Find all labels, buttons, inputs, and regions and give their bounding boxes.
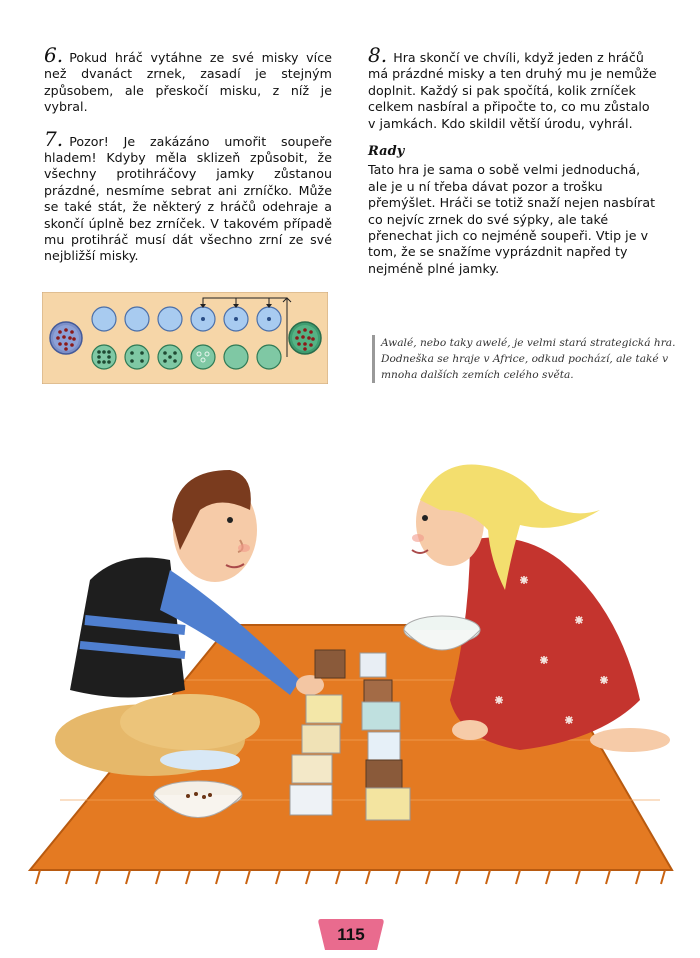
children-playing-illustration — [0, 440, 700, 910]
right-column — [368, 43, 658, 277]
right-granary — [289, 322, 321, 354]
page-number: 115 — [337, 925, 365, 944]
tips-heading: Rady — [368, 144, 405, 160]
rule-number: 8. — [368, 43, 388, 67]
awale-caption: Awalé, nebo taky awelé, je velmi stará strategická hra. Dodneška se hraje v Africe, odkud pochází, ale také v mnoha dalších zemích celého světa. — [372, 335, 691, 383]
rule-number: 6. — [44, 43, 64, 67]
tips-text: Tato hra je sama o sobě velmi jednoduchá, ale je u ní třeba dávat pozor a trošku přemýšlet. Hráči se totiž snaží nejen nasbírat co nejvíc zrnek do své sýpky, ale také přenechat jich co nejméně soupeři. Vtip je v tom, že se snažíme vyprázdnit napřed ty nejméně plné jamky. — [368, 162, 656, 276]
rule-number: 7. — [44, 126, 64, 151]
board-background — [42, 292, 328, 384]
rule-7 — [44, 126, 332, 265]
left-granary — [50, 322, 82, 354]
rule-text: Pozor! Je zakázáno umořit soupeře hladem! Kdyby měla sklizeň způsobit, že všechny protihráčovy jamky zůstanou prázdné, nesmíme sebrat ani zrníčko. Může se také stát, že některý z hráčů odehraje a skončí úplně bez zrníček. V takovém případě mu protihráč musí dát všechno zrní ze své nejbližší misky. — [44, 133, 332, 264]
left-column — [44, 43, 332, 281]
rule-text: Hra skončí ve chvíli, když jeden z hráčů má prázdné misky a ten druhý mu je nemůže doplnit. Každý si pak spočítá, kolik zrníček celkem nasbíral a připočte to, co mu zůstalo v jamkách. Kdo skildil větší úrodu, vyhrál. — [368, 50, 657, 131]
rule-text: Pokud hráč vytáhne ze své misky více než dvanáct zrnek, zasadí je stejným způsobem, ale přeskočí misku, z níž je vybral. — [44, 50, 332, 115]
rule-8 — [368, 43, 658, 132]
rule-6 — [44, 43, 332, 116]
awale-board-diagram — [42, 292, 328, 384]
